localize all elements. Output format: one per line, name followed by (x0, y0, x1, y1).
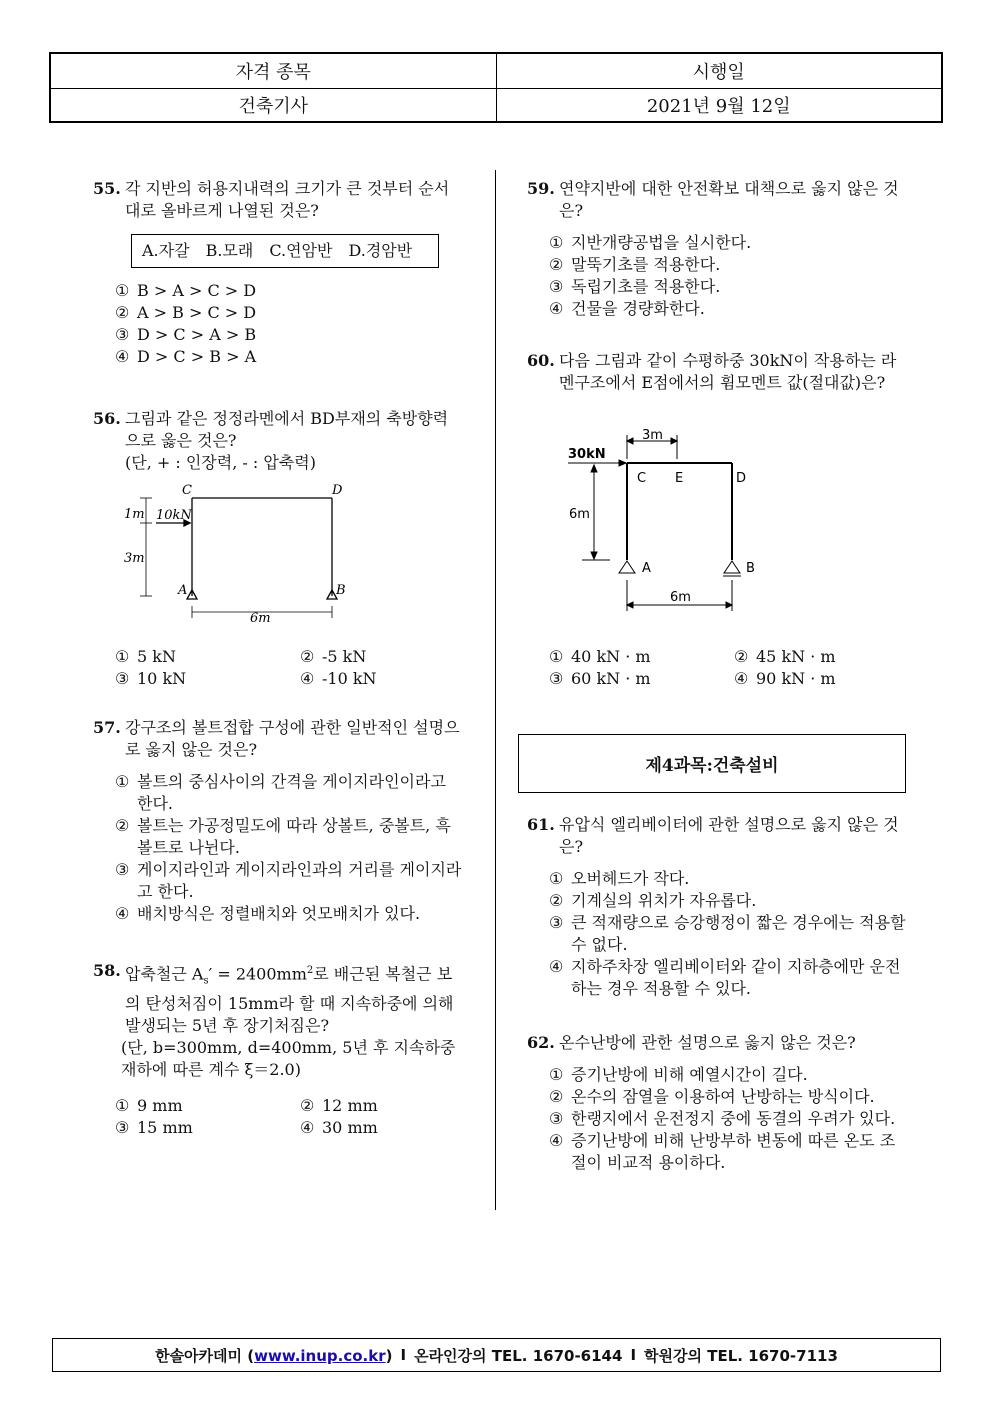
question-59 (527, 178, 902, 320)
question-61 (527, 814, 907, 1000)
question-60 (527, 350, 902, 394)
question-57 (93, 717, 463, 925)
figure-dim-6m: 6m (250, 611, 271, 626)
figure-label-c: C (182, 483, 192, 498)
question-note: (단, + : 인장력, - : 압축력) (125, 453, 316, 472)
answer-option[interactable]: ④ 90 kN · m (734, 669, 836, 688)
answer-option[interactable]: ① 증기난방에 비해 예열시간이 길다. (549, 1065, 808, 1084)
question-note: (단, b=300mm, d=400mm, 5년 후 지속하중 재하에 따른 계수 ξ＝2.0) (121, 1037, 456, 1079)
question-text: 연약지반에 대한 안전확보 대책으로 옳지 않은 것은? (559, 179, 899, 220)
answer-options (527, 232, 902, 320)
question-text: 압축철근 $A_s' = 2400mm^2$로 배근된 복철근 보의 탄성처짐이 15mm라 할 때 지속하중에 의해 발생되는 5년 후 장기처짐은? (125, 964, 454, 1035)
answer-option[interactable]: ② -5 kN (300, 647, 367, 666)
answer-option[interactable]: ④ D > C > B > A (115, 347, 257, 366)
answer-option[interactable]: ③ 독립기초를 적용한다. (549, 277, 721, 296)
answer-option[interactable]: ④ 증기난방에 비해 난방부하 변동에 따른 온도 조절이 비교적 용이하다. (549, 1131, 896, 1172)
answer-options (93, 280, 463, 368)
given-item: C.연암반 (269, 241, 333, 260)
answer-option[interactable]: ④ -10 kN (300, 669, 377, 688)
given-item: D.경암반 (348, 241, 413, 260)
answer-option[interactable]: ③ D > C > A > B (115, 325, 257, 344)
question-56 (93, 408, 463, 474)
figure-label-c: C (637, 471, 647, 486)
header-value-subject: 건축기사 (238, 96, 309, 118)
answer-option[interactable]: ③ 게이지라인과 게이지라인과의 거리를 게이지라고 한다. (115, 860, 462, 901)
page-footer (52, 1338, 941, 1372)
figure-load: 30kN (568, 447, 606, 462)
exam-header-table (49, 52, 943, 123)
figure-label-d: D (332, 483, 343, 498)
answer-options (93, 771, 463, 925)
header-value-date: 2021년 9월 12일 (496, 89, 942, 123)
footer-offline-phone: 학원강의 TEL. 1670-7113 (644, 1346, 838, 1365)
answer-option[interactable]: ① 볼트의 중심사이의 간격을 게이지라인이라고 한다. (115, 772, 446, 813)
answer-option[interactable]: ② 45 kN · m (734, 647, 836, 666)
question-number: 58. (93, 961, 121, 980)
answer-option[interactable]: ② 12 mm (300, 1095, 378, 1115)
answer-option[interactable]: ① 9 mm (115, 1095, 183, 1115)
question-number: 59. (527, 179, 555, 198)
question-number: 62. (527, 1033, 555, 1052)
question-58 (93, 960, 463, 1139)
question-55 (93, 178, 463, 368)
footer-separator: I (400, 1346, 407, 1364)
figure-dim-3m: 3m (642, 428, 663, 443)
answer-option[interactable]: ② 온수의 잠열을 이용하여 난방하는 방식이다. (549, 1087, 875, 1106)
answer-options (527, 1064, 907, 1174)
footer-online-phone: 온라인강의 TEL. 1670-6144 (414, 1346, 623, 1365)
answer-option[interactable]: ③ 10 kN (115, 669, 187, 688)
answer-option[interactable]: ② 말뚝기초를 적용한다. (549, 255, 721, 274)
answer-option[interactable]: ② 볼트는 가공정밀도에 따라 상볼트, 중볼트, 흑볼트로 나뉜다. (115, 816, 451, 857)
figure-dim-6m-vertical: 6m (569, 507, 590, 522)
column-divider (495, 170, 496, 1210)
figure-dim-1m: 1m (124, 507, 145, 522)
footer-separator: I (630, 1346, 637, 1364)
figure-label-e: E (675, 471, 684, 486)
given-item: A.자갈 (142, 241, 190, 260)
figure-label-a: A (178, 583, 188, 598)
answer-option[interactable]: ④ 건물을 경량화한다. (549, 299, 705, 318)
figure-load: 10kN (156, 508, 192, 523)
question-text: 각 지반의 허용지내력의 크기가 큰 것부터 순서대로 올바르게 나열된 것은? (125, 179, 450, 220)
question-text: 다음 그림과 같이 수평하중 30kN이 작용하는 라멘구조에서 E점에서의 휨모멘트 값(절대값)은? (559, 351, 897, 392)
answer-option[interactable]: ③ 15 mm (115, 1117, 193, 1137)
answer-option[interactable]: ① 40 kN · m (549, 647, 651, 666)
question-62 (527, 1032, 907, 1174)
question-number: 56. (93, 409, 121, 428)
frame-figure-60 (560, 425, 790, 620)
header-label-date: 시행일 (496, 54, 942, 88)
answer-option[interactable]: ① 5 kN (115, 647, 176, 666)
answer-option[interactable]: ③ 60 kN · m (549, 669, 651, 688)
question-number: 60. (527, 351, 555, 370)
question-text: 강구조의 볼트접합 구성에 관한 일반적인 설명으로 옳지 않은 것은? (125, 718, 460, 759)
answer-option[interactable]: ④ 30 mm (300, 1117, 378, 1137)
question-56-options (93, 646, 483, 690)
answer-option[interactable]: ② 기계실의 위치가 자유롭다. (549, 891, 757, 910)
answer-options (527, 868, 907, 1000)
answer-option[interactable]: ④ 지하주차장 엘리베이터와 같이 지하층에만 운전하는 경우 적용할 수 있다. (549, 957, 901, 998)
question-text: 그림과 같은 정정라멘에서 BD부재의 축방향력으로 옳은 것은? (125, 409, 449, 450)
question-text: 유압식 엘리베이터에 관한 설명으로 옳지 않은 것은? (559, 815, 899, 856)
question-number: 57. (93, 718, 121, 737)
answer-option[interactable]: ① B > A > C > D (115, 281, 257, 300)
frame-figure-56 (110, 478, 370, 628)
figure-dim-3m: 3m (124, 551, 145, 566)
answer-option[interactable]: ① 지반개량공법을 실시한다. (549, 233, 752, 252)
question-60-options (527, 646, 917, 690)
answer-option[interactable]: ④ 배치방식은 정렬배치와 엇모배치가 있다. (115, 904, 421, 923)
question-number: 61. (527, 815, 555, 834)
question-text: 온수난방에 관한 설명으로 옳지 않은 것은? (559, 1033, 856, 1052)
figure-label-a: A (642, 561, 651, 576)
answer-option[interactable]: ① 오버헤드가 작다. (549, 869, 690, 888)
figure-label-b: B (746, 561, 755, 576)
given-item: B.모래 (205, 241, 254, 260)
answer-option[interactable]: ③ 한랭지에서 운전정지 중에 동결의 우려가 있다. (549, 1109, 896, 1128)
question-number: 55. (93, 179, 121, 198)
footer-website-link[interactable]: www.inup.co.kr (254, 1346, 386, 1365)
answer-option[interactable]: ③ 큰 적재량으로 승강행정이 짧은 경우에는 적용할 수 없다. (549, 913, 906, 954)
figure-label-b: B (336, 583, 346, 598)
answer-option[interactable]: ② A > B > C > D (115, 303, 257, 322)
section-title: 제4과목:건축설비 (518, 734, 906, 793)
figure-label-d: D (736, 471, 747, 486)
header-label-subject: 자격 종목 (235, 61, 311, 83)
given-items-box (131, 234, 439, 268)
figure-dim-6m-horizontal: 6m (670, 590, 691, 605)
footer-academy: 한솔아카데미 (www.inup.co.kr) (155, 1346, 393, 1365)
